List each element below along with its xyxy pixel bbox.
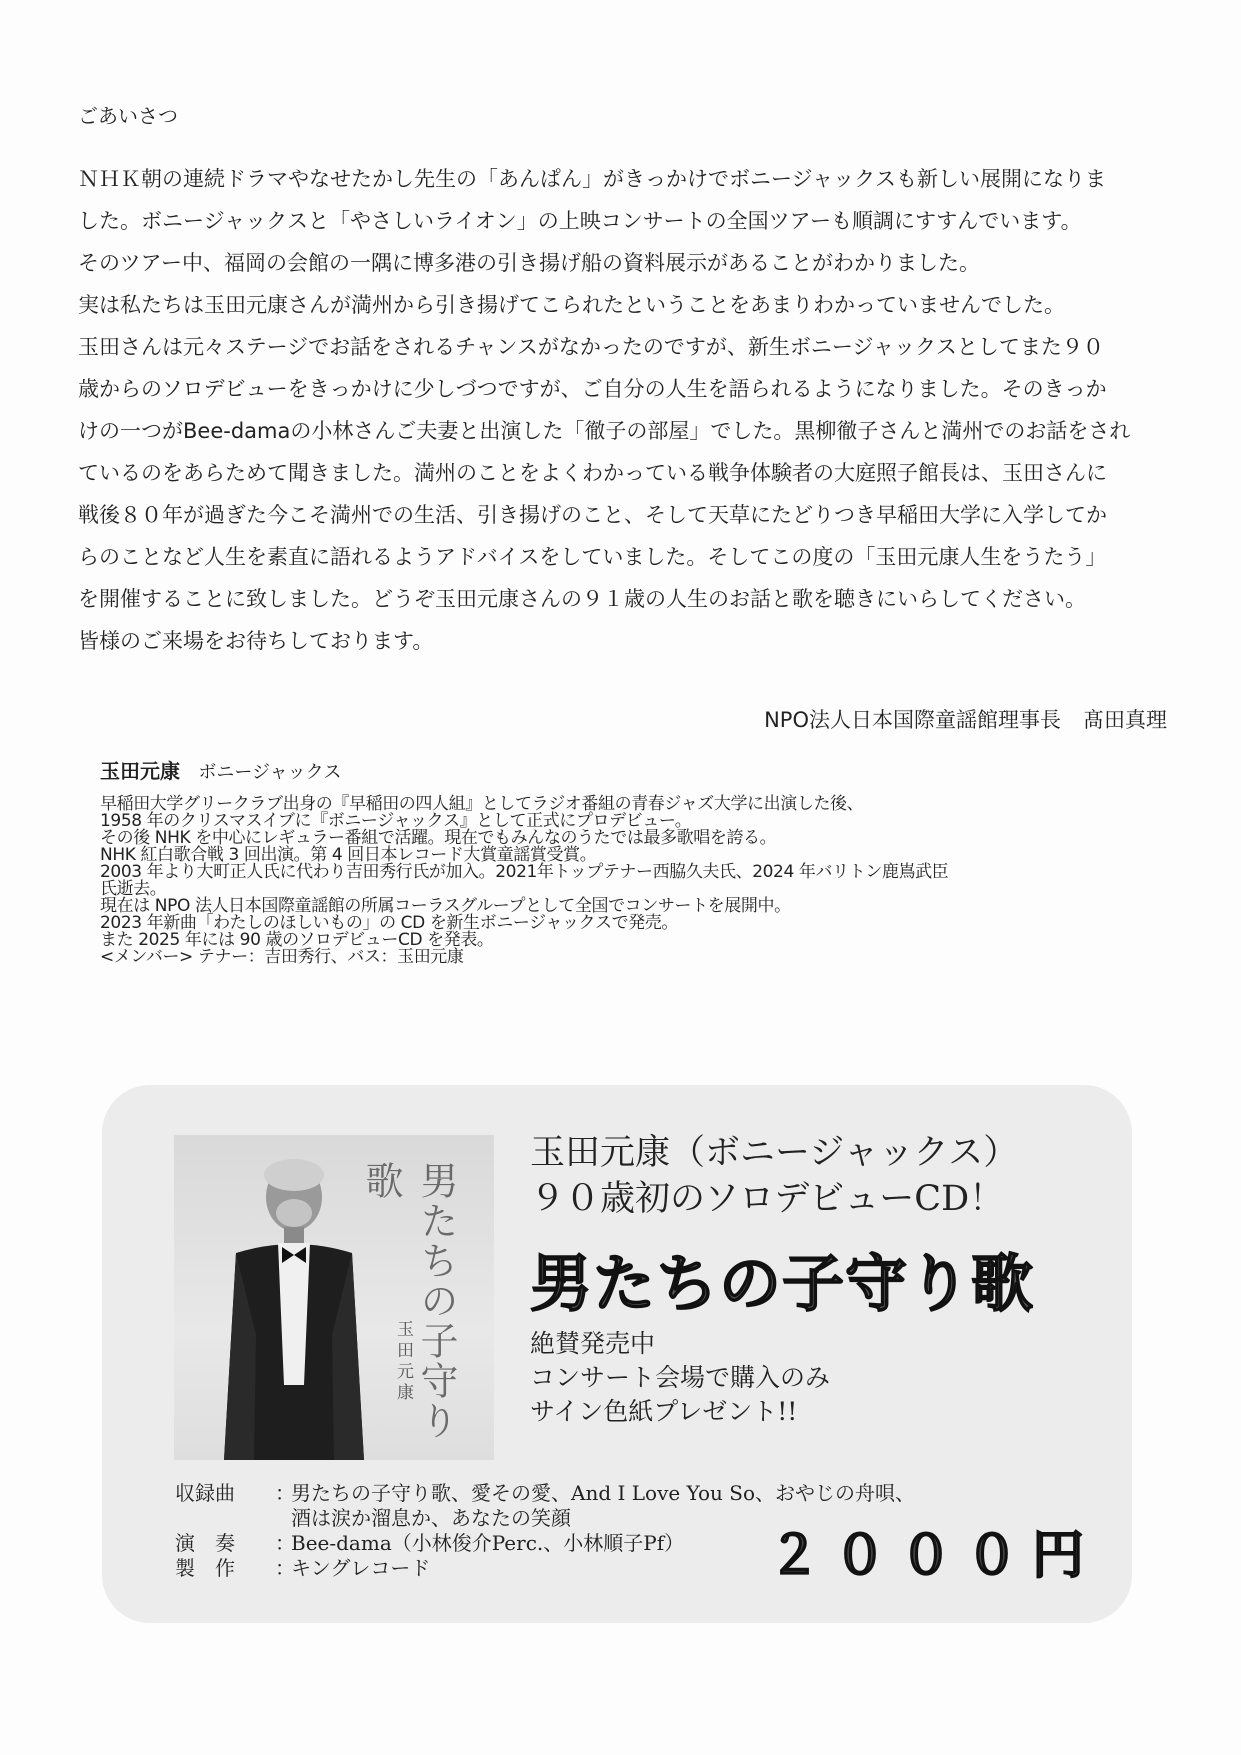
credit-separator: ： — [275, 1531, 295, 1555]
cover-artist: 玉田元康 — [393, 1320, 413, 1404]
profile-line: 現在は NPO 法人日本国際童謡館の所属コーラスグループとして全国でコンサートを展開中。 — [100, 896, 791, 916]
cd-headline-debut: ９０歳初のソロデビューCD！ — [530, 1179, 1005, 1219]
credit-separator: ： — [275, 1481, 295, 1505]
profile-group: ボニージャックス — [198, 762, 342, 783]
cd-note: 絶賛発売中 — [530, 1329, 656, 1358]
credit-row — [175, 1481, 915, 1506]
credit-label: 演 奏 — [175, 1531, 235, 1555]
greeting-line: した。ボニージャックスと「やさしいライオン」の上映コンサートの全国ツアーも順調にすすんでいます。 — [78, 209, 1082, 233]
signature-org: NPO法人日本国際童謡館理事長 — [764, 708, 1061, 732]
profile-line: 早稲田大学グリークラブ出身の『早稲田の四人組』としてラジオ番組の青春ジャズ大学に出演した後、 — [100, 794, 864, 814]
profile-line: <メンバー> テナー：吉田秀行、バス：玉田元康 — [100, 947, 464, 967]
greeting-title: ごあいさつ — [78, 104, 178, 128]
profile-line: また 2025 年には 90 歳のソロデビューCD を発表。 — [100, 930, 494, 950]
greeting-line: ているのをあらためて聞きました。満州のことをよくわかっている戦争体験者の大庭照子館長は、玉田さんに — [78, 461, 1107, 485]
greeting-line: そのツアー中、福岡の会館の一隅に博多港の引き揚げ船の資料展示があることがわかりました。 — [78, 251, 980, 275]
greeting-line: 戦後８０年が過ぎた今こそ満州での生活、引き揚げのこと、そして天草にたどりつき早稲田大学に入学してか — [78, 503, 1107, 527]
greeting-line: けの一つがBee-damaの小林さんご夫妻と出演した「徹子の部屋」でした。黒柳徹子さんと満州でのお話をされ — [78, 419, 1131, 443]
greeting-line: 玉田さんは元々ステージでお話をされるチャンスがなかったのですが、新生ボニージャックスとしてまた９０ — [78, 335, 1104, 359]
credit-separator — [275, 1506, 291, 1531]
credit-label — [175, 1506, 275, 1531]
credit-value: キングレコード — [291, 1556, 431, 1580]
cover-title: 男たちの子守り歌 — [359, 1161, 458, 1441]
profile-line: NHK 紅白歌合戦 3 回出演。第 4 回日本レコード大賞童謡賞受賞。 — [100, 845, 597, 865]
credit-separator: ： — [275, 1556, 295, 1580]
credit-label: 収録曲 — [175, 1481, 235, 1505]
credit-value: Bee-dama（小林俊介Perc.、小林順子Pf） — [291, 1531, 685, 1555]
cd-cover-image — [174, 1135, 494, 1460]
greeting-line: 歳からのソロデビューをきっかけに少しづつですが、ご自分の人生を語られるようになりました。そのきっか — [78, 377, 1107, 401]
credit-value: 男たちの子守り歌、愛その愛、And I Love You So、おやじの舟唄、 — [291, 1481, 916, 1505]
greeting-line: を開催することに致しました。どうぞ玉田元康さんの９１歳の人生のお話と歌を聴きにいらしてください。 — [78, 587, 1086, 611]
profile-lines — [100, 796, 1180, 966]
cd-info — [530, 1130, 1034, 1429]
profile-name: 玉田元康 — [100, 759, 180, 783]
greeting-line: 実は私たちは玉田元康さんが満州から引き揚げてこられたということをあまりわかっていませんでした。 — [78, 293, 1065, 317]
cd-note: サイン色紙プレゼント!! — [530, 1397, 798, 1426]
greeting-body — [78, 158, 1178, 662]
greeting-line: ＮＨＫ朝の連続ドラマやなせたかし先生の「あんぱん」がきっかけでボニージャックスも新しい展開になりま — [78, 167, 1106, 191]
signature-name: 髙田真理 — [1083, 708, 1167, 732]
profile-line: 1958 年のクリスマスイブに『ボニージャックス』として正式にプロデビュー。 — [100, 811, 692, 831]
profile-line: 2023 年新曲「わたしのほしいもの」の CD を新生ボニージャックスで発売。 — [100, 913, 678, 933]
credit-label: 製 作 — [175, 1556, 235, 1580]
greeting-line: 皆様のご来場をお待ちしております。 — [78, 629, 434, 653]
cd-title: 男たちの子守り歌 — [530, 1247, 1035, 1320]
profile-heading — [100, 755, 1180, 784]
credit-value: 酒は涙か溜息か、あなたの笑顔 — [291, 1506, 571, 1530]
profile-section — [100, 755, 1180, 966]
cd-notes — [530, 1327, 1034, 1429]
cd-promo-box — [102, 1085, 1132, 1623]
greeting-line: らのことなど人生を素直に語れるようアドバイスをしていました。そしてこの度の「玉田元康人生をうたう」 — [78, 545, 1107, 569]
profile-line: 2003 年より大町正人氏に代わり吉田秀行氏が加入。2021年トップテナー西脇久夫氏、2024 年バリトン鹿嶌武臣 — [100, 862, 949, 882]
cd-note: コンサート会場で購入のみ — [530, 1363, 831, 1392]
profile-line: その後 NHK を中心にレギュラー番組で活躍。現在でもみんなのうたでは最多歌唱を誇る。 — [100, 828, 777, 848]
profile-line: 氏逝去。 — [100, 879, 167, 899]
cd-price: ２０００円 — [767, 1525, 1098, 1586]
signature — [764, 704, 1167, 734]
cd-headline-artist: 玉田元康（ボニージャックス） — [530, 1133, 1019, 1173]
